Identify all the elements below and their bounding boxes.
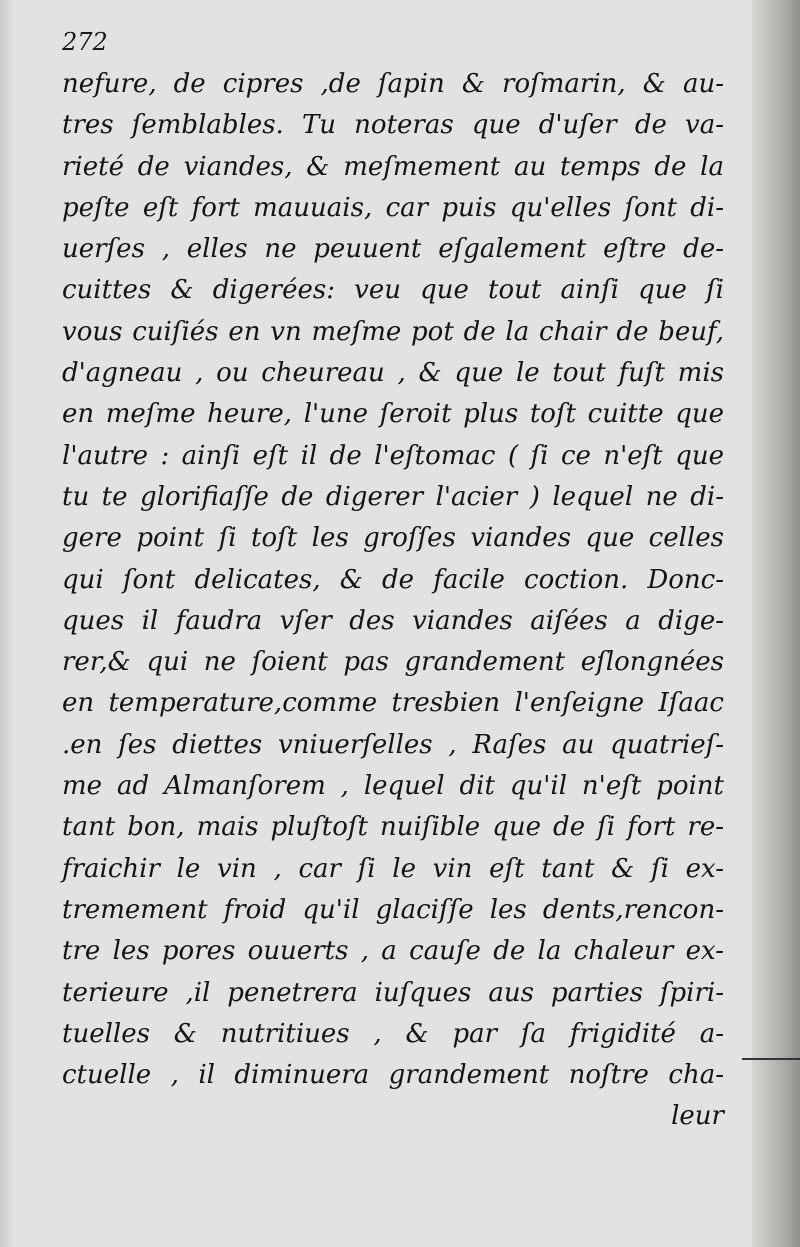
text-line: me ad Almanſorem , lequel dit qu'il n'eſt point (62, 771, 724, 802)
text-line: fraichir le vin , car ſi le vin eſt tant & ſi ex- (62, 853, 724, 884)
page-edge-shadow (0, 0, 14, 1247)
text-line: tuelles & nutritiues , & par ſa frigidité a- (62, 1018, 724, 1049)
text-line: nefure, de cipres ,de ſapin & roſmarin, & au- (62, 69, 724, 99)
text-line: ctuelle , il diminuera grandement noſtre cha- (62, 1060, 724, 1091)
catchword: leur (671, 1101, 724, 1132)
text-line: tremement froid qu'il glaciſſe les dents,rencon- (62, 894, 724, 925)
text-line: .en ſes diettes vniuerſelles , Raſes au quatrieſ- (62, 729, 724, 760)
text-line: ques il faudra vſer des viandes aiſées a dige- (62, 605, 724, 636)
text-line: peſte eſt fort mauuais, car puis qu'elles ſont di- (62, 192, 724, 223)
text-line: d'agneau , ou cheureau , & que le tout fuſt mis (62, 358, 724, 389)
page-number: 272 (62, 28, 108, 56)
text-line: rieté de viandes, & meſmement au temps de la (62, 151, 724, 182)
text-line: cuittes & digerées: veu que tout ainſi que ſi (62, 275, 724, 306)
text-line: qui ſont delicates, & de facile coction. Donc- (62, 564, 724, 595)
text-line: rer,& qui ne ſoient pas grandement eſlongnées (62, 647, 724, 678)
page-tab-mark (742, 1058, 800, 1068)
text-line: en temperature,comme tresbien l'enſeigne Iſaac (62, 688, 724, 719)
text-line: terieure ,il penetrera iuſques aus parties ſpiri- (62, 977, 724, 1008)
text-line: tu te glorifiaſſe de digerer l'acier ) lequel ne di- (62, 481, 724, 512)
text-line: vous cuiſiés en vn meſme pot de la chair de beuf, (62, 316, 724, 347)
text-line: tre les pores ouuerts , a cauſe de la chaleur ex- (62, 936, 724, 967)
body-text (62, 64, 724, 1138)
text-line: gere point ſi toſt les groſſes viandes que celles (62, 523, 724, 554)
text-line: l'autre : ainſi eſt il de l'eſtomac ( ſi ce n'eſt que (62, 440, 724, 471)
text-line: uerſes , elles ne peuuent eſgalement eſtre de- (62, 234, 724, 265)
text-line: tant bon, mais pluſtoſt nuiſible que de ſi fort re- (62, 812, 724, 843)
text-line: tres ſemblables. Tu noteras que d'uſer de va- (62, 110, 724, 141)
text-line: en meſme heure, l'une ſeroit plus toſt cuitte que (62, 399, 724, 430)
